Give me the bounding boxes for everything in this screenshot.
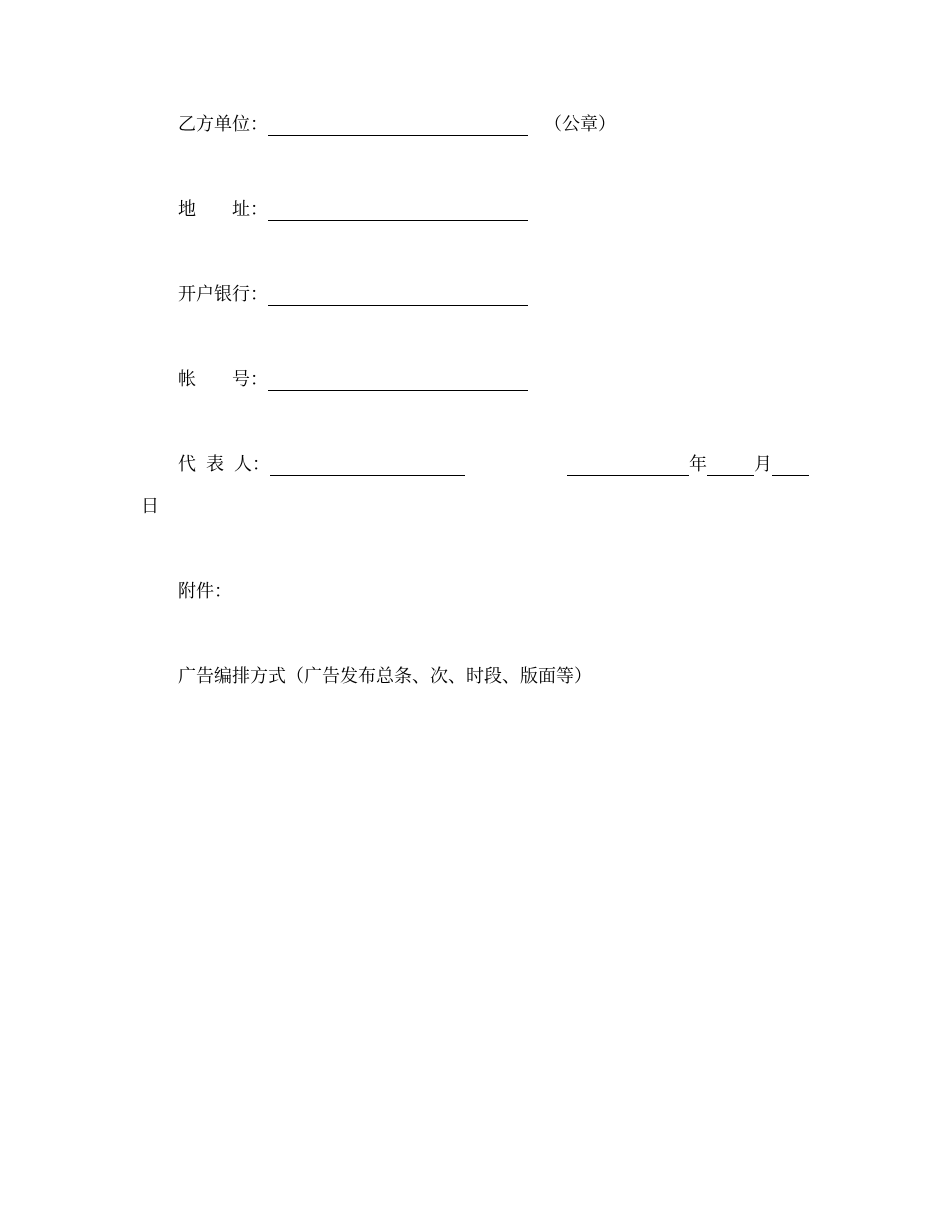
attachment-item: 广告编排方式（广告发布总条、次、时段、版面等） <box>178 666 592 687</box>
account-row <box>178 369 528 391</box>
representative-row <box>178 454 809 476</box>
rep-label-char3: 人： <box>234 454 270 475</box>
address-row <box>178 199 528 221</box>
day-blank[interactable] <box>772 455 809 476</box>
attachment-label: 附件： <box>178 581 232 602</box>
year-blank[interactable] <box>567 455 689 476</box>
seal-note: （公章） <box>544 114 616 135</box>
rep-label-char2: 表 <box>206 454 224 475</box>
month-blank[interactable] <box>707 455 754 476</box>
representative-blank[interactable] <box>270 455 465 476</box>
rep-label-char1: 代 <box>178 454 196 475</box>
bank-blank[interactable] <box>268 285 528 306</box>
party-b-label: 乙方单位： <box>178 114 268 135</box>
bank-row <box>178 284 528 306</box>
party-b-row <box>178 114 616 136</box>
bank-label: 开户银行： <box>178 284 268 305</box>
day-label: 日 <box>141 496 159 517</box>
address-blank[interactable] <box>268 200 528 221</box>
account-label-char1: 帐 <box>178 369 196 390</box>
address-label-char2: 址： <box>232 199 268 220</box>
month-label: 月 <box>754 454 772 475</box>
year-label: 年 <box>689 454 707 475</box>
address-label-char1: 地 <box>178 199 196 220</box>
party-b-blank[interactable] <box>268 115 528 136</box>
account-label-char2: 号： <box>232 369 268 390</box>
account-blank[interactable] <box>268 370 528 391</box>
